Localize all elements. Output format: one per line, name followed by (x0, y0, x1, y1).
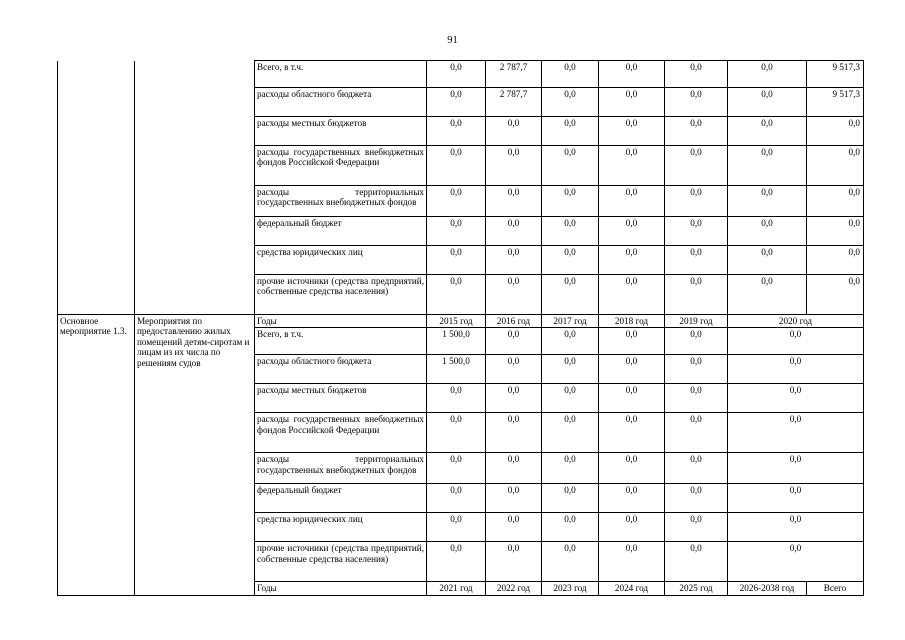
table-row (58, 61, 864, 88)
value-cell: 0,0 (427, 246, 486, 275)
value-cell: 0,0 (486, 453, 542, 484)
value-cell: 0,0 (427, 453, 486, 484)
value-cell: 0,0 (486, 484, 542, 513)
row-label: расходы областного бюджета (255, 88, 427, 117)
value-cell: 0,0 (599, 513, 665, 542)
value-cell: 0,0 (599, 413, 665, 453)
value-cell: 0,0 (728, 542, 864, 582)
value-cell: 0,0 (486, 186, 542, 217)
value-cell: 2 787,7 (486, 61, 542, 88)
year-header: 2021 год (427, 582, 486, 595)
value-cell: 0,0 (807, 217, 864, 246)
year-header: 2017 год (542, 315, 599, 328)
row-label: прочие источники (средства предприятий, собственные средства населения) (255, 542, 427, 582)
value-cell: 0,0 (599, 61, 665, 88)
value-cell: 0,0 (599, 146, 665, 186)
value-cell: 0,0 (542, 217, 599, 246)
value-cell: 0,0 (665, 384, 728, 413)
value-cell: 0,0 (599, 246, 665, 275)
section-a-body (58, 61, 864, 315)
value-cell: 0,0 (728, 453, 864, 484)
value-cell: 0,0 (486, 542, 542, 582)
value-cell: 0,0 (486, 246, 542, 275)
value-cell: 0,0 (486, 413, 542, 453)
value-cell: 0,0 (599, 186, 665, 217)
value-cell: 0,0 (542, 275, 599, 315)
value-cell: 0,0 (427, 61, 486, 88)
value-cell: 0,0 (807, 117, 864, 146)
value-cell: 0,0 (728, 217, 807, 246)
value-cell: 9 517,3 (807, 61, 864, 88)
year-header: 2023 год (542, 582, 599, 595)
section-b-body (58, 315, 864, 596)
value-cell: 0,0 (599, 117, 665, 146)
value-cell: 0,0 (427, 513, 486, 542)
value-cell: 0,0 (486, 146, 542, 186)
value-cell: 0,0 (728, 117, 807, 146)
value-cell: 0,0 (542, 117, 599, 146)
years-label: Годы (255, 315, 427, 328)
value-cell: 0,0 (542, 355, 599, 384)
value-cell: 0,0 (807, 146, 864, 186)
value-cell: 0,0 (427, 146, 486, 186)
year-header: 2015 год (427, 315, 486, 328)
value-cell: 0,0 (542, 146, 599, 186)
value-cell: 0,0 (665, 246, 728, 275)
value-cell: 0,0 (665, 484, 728, 513)
value-cell: 0,0 (427, 217, 486, 246)
value-cell: 0,0 (427, 384, 486, 413)
value-cell: 0,0 (599, 542, 665, 582)
year-header: Всего (807, 582, 864, 595)
value-cell: 0,0 (542, 186, 599, 217)
value-cell: 0,0 (665, 186, 728, 217)
row-label: расходы местных бюджетов (255, 117, 427, 146)
value-cell: 0,0 (486, 217, 542, 246)
value-cell: 9 517,3 (807, 88, 864, 117)
row-label: средства юридических лиц (255, 246, 427, 275)
row-label: Всего, в т.ч. (255, 328, 427, 355)
value-cell: 0,0 (599, 328, 665, 355)
row-label: расходы государственных внебюджетных фондов Российской Федерации (255, 413, 427, 453)
year-header: 2020 год (728, 315, 864, 328)
value-cell: 0,0 (665, 328, 728, 355)
value-cell: 0,0 (486, 328, 542, 355)
value-cell: 0,0 (728, 146, 807, 186)
row-label: расходы областного бюджета (255, 355, 427, 384)
value-cell: 0,0 (542, 328, 599, 355)
value-cell: 0,0 (486, 384, 542, 413)
value-cell: 0,0 (665, 117, 728, 146)
value-cell: 0,0 (728, 355, 864, 384)
value-cell: 0,0 (665, 61, 728, 88)
value-cell: 0,0 (665, 453, 728, 484)
row-label: средства юридических лиц (255, 513, 427, 542)
value-cell: 0,0 (599, 275, 665, 315)
value-cell: 0,0 (486, 355, 542, 384)
value-cell: 0,0 (542, 88, 599, 117)
value-cell: 0,0 (728, 484, 864, 513)
value-cell: 0,0 (807, 186, 864, 217)
row-label: расходы государственных внебюджетных фондов Российской Федерации (255, 146, 427, 186)
value-cell: 0,0 (665, 355, 728, 384)
value-cell: 0,0 (728, 384, 864, 413)
value-cell: 0,0 (599, 88, 665, 117)
value-cell: 1 500,0 (427, 355, 486, 384)
value-cell: 0,0 (486, 117, 542, 146)
value-cell: 0,0 (542, 542, 599, 582)
row-label: расходы территориальных государственных внебюджетных фондов (255, 186, 427, 217)
page-number: 91 (447, 35, 458, 46)
value-cell: 0,0 (665, 413, 728, 453)
value-cell: 0,0 (728, 186, 807, 217)
value-cell: 0,0 (542, 61, 599, 88)
years-header-row (58, 315, 864, 328)
year-header: 2024 год (599, 582, 665, 595)
value-cell: 0,0 (427, 117, 486, 146)
value-cell: 0,0 (427, 542, 486, 582)
value-cell: 0,0 (728, 246, 807, 275)
value-cell: 0,0 (665, 146, 728, 186)
value-cell: 1 500,0 (427, 328, 486, 355)
year-header: 2016 год (486, 315, 542, 328)
value-cell: 0,0 (542, 453, 599, 484)
value-cell: 2 787,7 (486, 88, 542, 117)
value-cell: 0,0 (728, 88, 807, 117)
value-cell: 0,0 (807, 275, 864, 315)
value-cell: 0,0 (728, 328, 864, 355)
value-cell: 0,0 (665, 542, 728, 582)
value-cell: 0,0 (807, 246, 864, 275)
value-cell: 0,0 (665, 217, 728, 246)
event-name-cell: Мероприятия по предоставлению жилых помещений детям-сиротам и лицам из их числа по решениям судов (135, 315, 255, 596)
row-label: Всего, в т.ч. (255, 61, 427, 88)
value-cell: 0,0 (599, 484, 665, 513)
value-cell: 0,0 (542, 513, 599, 542)
budget-table (57, 60, 864, 596)
value-cell: 0,0 (542, 413, 599, 453)
value-cell: 0,0 (542, 384, 599, 413)
value-cell: 0,0 (427, 275, 486, 315)
year-header: 2025 год (665, 582, 728, 595)
year-header: 2026-2038 год (728, 582, 807, 595)
value-cell: 0,0 (542, 484, 599, 513)
value-cell: 0,0 (599, 217, 665, 246)
year-header: 2018 год (599, 315, 665, 328)
value-cell: 0,0 (427, 88, 486, 117)
value-cell: 0,0 (728, 413, 864, 453)
row-label: федеральный бюджет (255, 217, 427, 246)
value-cell: 0,0 (728, 61, 807, 88)
value-cell: 0,0 (542, 246, 599, 275)
value-cell: 0,0 (665, 275, 728, 315)
row-label: расходы местных бюджетов (255, 384, 427, 413)
value-cell: 0,0 (599, 355, 665, 384)
value-cell: 0,0 (427, 484, 486, 513)
section-a-name-cell (135, 61, 255, 315)
row-label: федеральный бюджет (255, 484, 427, 513)
value-cell: 0,0 (599, 384, 665, 413)
value-cell: 0,0 (486, 513, 542, 542)
value-cell: 0,0 (728, 513, 864, 542)
row-label: прочие источники (средства предприятий, собственные средства населения) (255, 275, 427, 315)
value-cell: 0,0 (599, 453, 665, 484)
value-cell: 0,0 (427, 413, 486, 453)
value-cell: 0,0 (427, 186, 486, 217)
section-a-event-cell (58, 61, 135, 315)
year-header: 2022 год (486, 582, 542, 595)
year-header: 2019 год (665, 315, 728, 328)
value-cell: 0,0 (728, 275, 807, 315)
years-label: Годы (255, 582, 427, 595)
main-event-cell: Основное мероприятие 1.3. (58, 315, 135, 596)
row-label: расходы территориальных государственных внебюджетных фондов (255, 453, 427, 484)
value-cell: 0,0 (486, 275, 542, 315)
value-cell: 0,0 (665, 88, 728, 117)
value-cell: 0,0 (665, 513, 728, 542)
